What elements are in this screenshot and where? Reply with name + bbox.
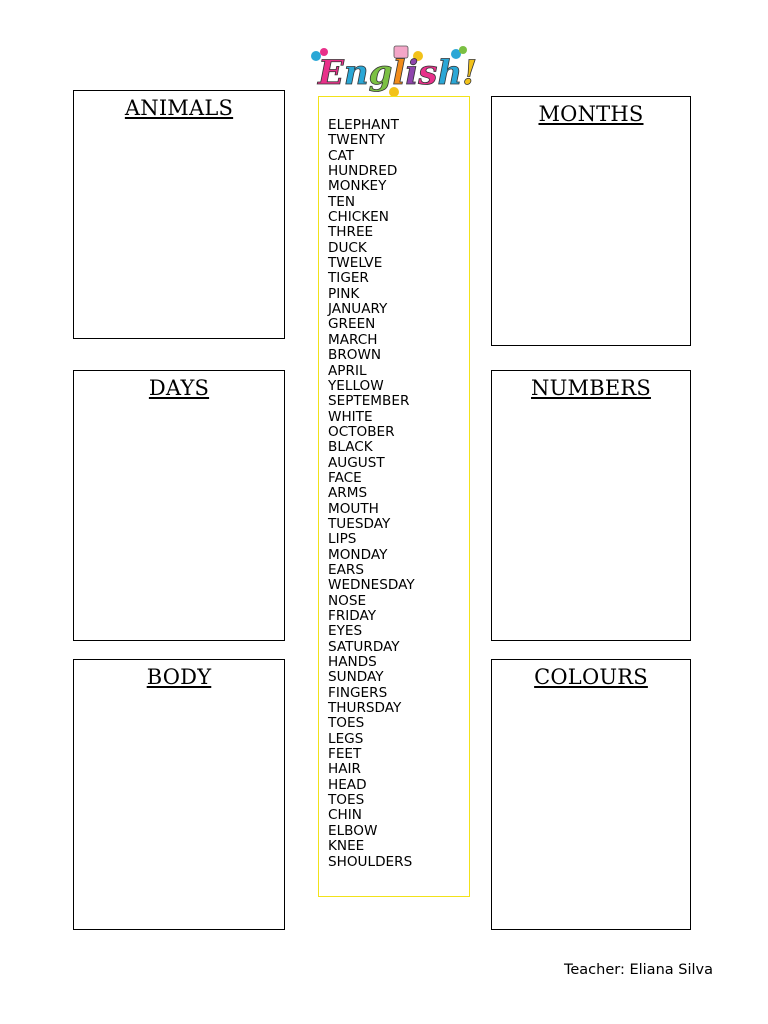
word-item: WHITE — [328, 408, 373, 425]
word-item: LIPS — [328, 531, 357, 548]
word-item: HAIR — [328, 761, 361, 778]
word-item: BLACK — [328, 439, 373, 456]
teacher-credit: Teacher: Eliana Silva — [563, 962, 713, 978]
word-item: ARMS — [328, 485, 368, 502]
days-title: DAYS — [148, 376, 210, 400]
word-item: FINGERS — [328, 684, 388, 701]
word-item: HEAD — [328, 776, 367, 793]
word-item: SUNDAY — [328, 669, 384, 686]
months-box — [491, 96, 691, 346]
word-list — [328, 118, 415, 870]
word-item: TWELVE — [328, 255, 383, 272]
colours-box — [491, 659, 691, 930]
body-title: BODY — [146, 665, 212, 689]
word-item: WEDNESDAY — [328, 577, 415, 594]
word-bank — [318, 96, 470, 897]
word-item: EARS — [328, 561, 364, 578]
word-item: MONDAY — [328, 546, 388, 563]
word-item: GREEN — [328, 316, 376, 333]
months-title: MONTHS — [538, 102, 644, 126]
word-item: SHOULDERS — [328, 853, 413, 870]
word-item: HUNDRED — [328, 163, 398, 180]
word-item: ELBOW — [328, 822, 378, 839]
word-item: EYES — [328, 623, 363, 640]
word-item: HANDS — [328, 654, 377, 671]
word-item: FRIDAY — [328, 608, 377, 624]
word-item: TIGER — [328, 270, 369, 287]
body-box — [73, 659, 285, 930]
word-item: BROWN — [328, 347, 382, 364]
word-item: MOUTH — [328, 500, 379, 517]
word-item: TEN — [328, 193, 356, 210]
word-item: FACE — [328, 469, 362, 486]
svg-text:English!: English! — [318, 53, 478, 93]
word-item: TWENTY — [328, 132, 386, 149]
english-logo — [306, 44, 478, 98]
word-item: TOES — [328, 715, 365, 732]
colours-title: COLOURS — [534, 665, 648, 689]
word-item: TUESDAY — [328, 515, 391, 532]
word-item: CHIN — [328, 807, 362, 824]
animals-box — [73, 90, 285, 339]
word-item: FEET — [328, 746, 362, 763]
word-item: ELEPHANT — [328, 117, 399, 133]
word-item: CHICKEN — [328, 209, 389, 226]
word-item: SEPTEMBER — [328, 393, 410, 410]
word-item: THURSDAY — [328, 700, 402, 717]
word-item: AUGUST — [328, 454, 385, 471]
word-item: PINK — [328, 285, 360, 302]
numbers-box — [491, 370, 691, 641]
word-item: THREE — [328, 224, 374, 241]
word-item: MONKEY — [328, 178, 387, 195]
days-box — [73, 370, 285, 641]
word-item: SATURDAY — [328, 638, 400, 655]
english-logo-icon — [306, 44, 478, 98]
word-item: OCTOBER — [328, 423, 395, 440]
word-item: KNEE — [328, 838, 365, 855]
word-item: APRIL — [328, 362, 367, 379]
word-item: JANUARY — [328, 301, 388, 318]
animals-title: ANIMALS — [124, 96, 234, 120]
word-item: TOES — [328, 792, 365, 809]
word-item: LEGS — [328, 730, 364, 747]
word-item: CAT — [328, 147, 355, 164]
word-item: MARCH — [328, 331, 378, 348]
word-item: NOSE — [328, 592, 367, 609]
numbers-title: NUMBERS — [531, 376, 651, 400]
word-item: DUCK — [328, 239, 367, 256]
word-item: YELLOW — [328, 377, 384, 394]
